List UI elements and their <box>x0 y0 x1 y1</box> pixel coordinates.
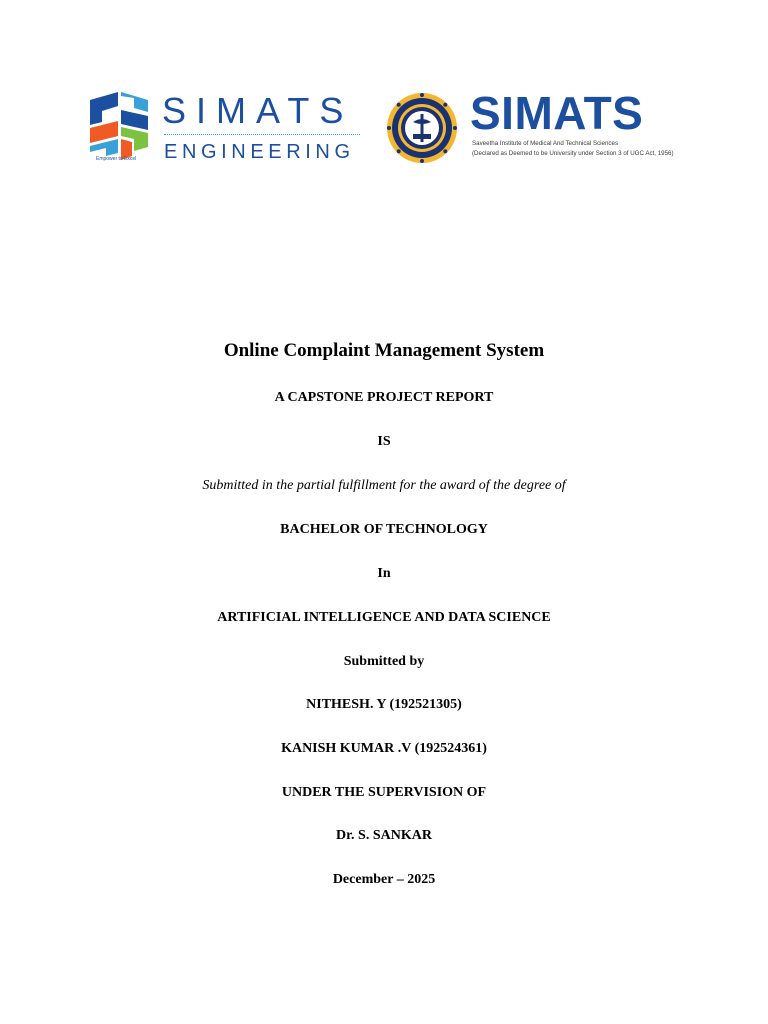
department: ARTIFICIAL INTELLIGENCE AND DATA SCIENCE <box>217 610 551 625</box>
supervisor-name: Dr. S. SANKAR <box>336 828 432 843</box>
wordmark-divider <box>164 134 360 135</box>
degree: BACHELOR OF TECHNOLOGY <box>280 522 488 537</box>
simats-subtitle-line2: (Declared as Deemed to be University under Section 3 of UGC Act, 1956) <box>472 150 674 157</box>
se-logo-mark-icon <box>88 92 150 160</box>
supervision-label: UNDER THE SUPERVISION OF <box>281 785 487 800</box>
report-type: A CAPSTONE PROJECT REPORT <box>274 390 494 405</box>
submitted-for-text: Submitted in the partial fulfillment for the award of the degree of <box>202 478 566 493</box>
engineering-wordmark: ENGINEERING <box>164 141 355 163</box>
university-seal-icon <box>386 92 458 164</box>
simats-engineering-logo <box>88 90 368 168</box>
student-1: NITHESH. Y (192521305) <box>306 697 462 712</box>
simats-subtitle-line1: Saveetha Institute of Medical And Technical Sciences <box>472 140 619 147</box>
report-title: Online Complaint Management System <box>223 340 545 361</box>
submitted-by-label: Submitted by <box>343 654 425 669</box>
se-tagline: Empower to Excel <box>96 156 137 162</box>
simats-wordmark: SIMATS <box>162 90 354 131</box>
simats-university-logo <box>386 87 674 168</box>
student-2: KANISH KUMAR .V (192524361) <box>281 741 487 756</box>
simats-big-wordmark: SIMATS <box>470 87 644 139</box>
in-text: In <box>377 566 391 581</box>
report-date: December – 2025 <box>332 872 436 887</box>
report-is: IS <box>377 434 391 449</box>
